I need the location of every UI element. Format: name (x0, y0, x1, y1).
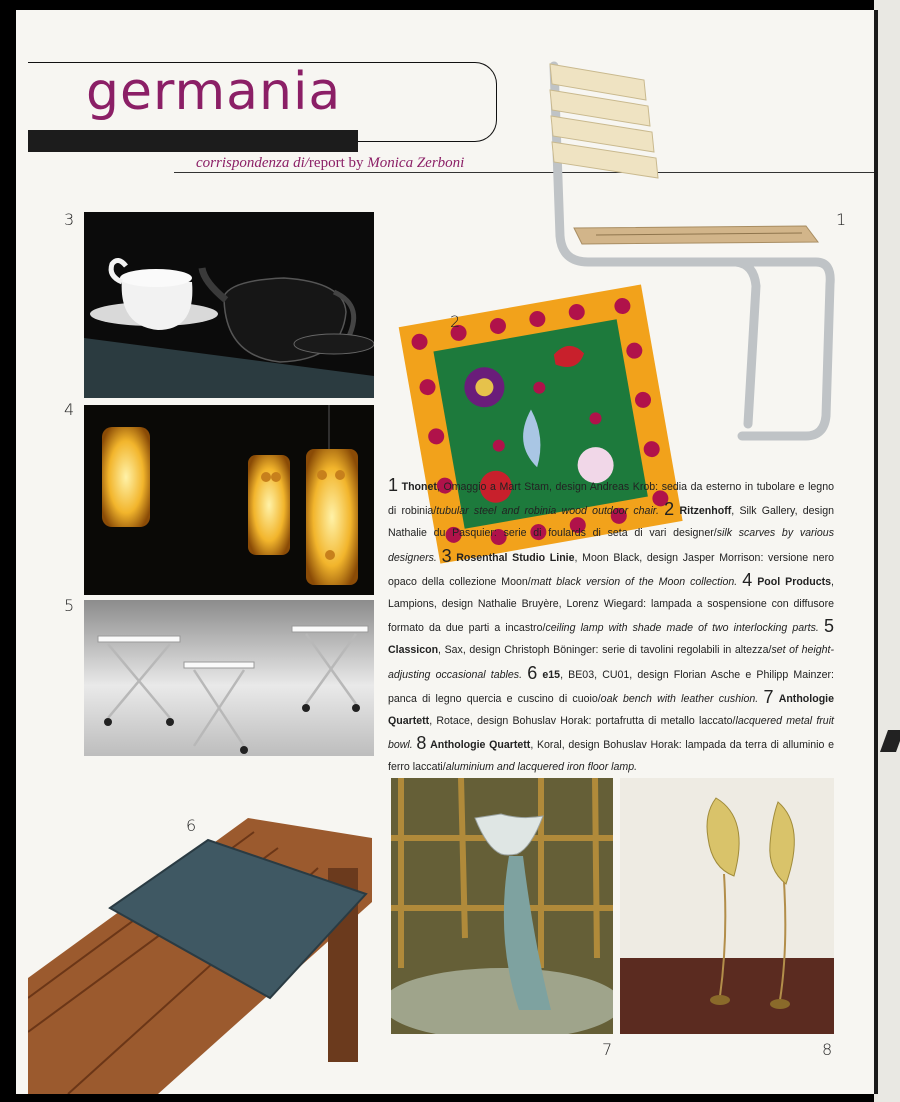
caption-text-7: , Rotace, design Bohuslav Horak: portafrutta di metallo laccato/ (429, 715, 736, 728)
captions-text-block (388, 474, 834, 779)
caption-en-3: matt black version of the Moon collection. (530, 575, 738, 588)
caption-text-1: , Omaggio a Mart Stam, design Andreas Krob: sedia da esterno in tubolare e legno di robinia/ (388, 481, 834, 518)
caption-en-8: aluminium and lacquered iron floor lamp. (445, 761, 638, 774)
lamp-middle (248, 455, 290, 555)
title-bar (28, 130, 358, 152)
figure-number-8: 8 (822, 1040, 833, 1059)
magazine-page (16, 10, 874, 1094)
figure-number-4: 4 (64, 400, 75, 419)
caption-brand-7: Anthologie Quartett (388, 692, 834, 728)
byline-author: Monica Zerboni (367, 155, 465, 171)
caption-text-4: , Lampions, design Nathalie Bruyère, Lorenz Wiegard: lampada a sospensione con diffusore formato da due parti a incastro/ (388, 575, 834, 635)
caption-text-8: , Koral, design Bohuslav Horak: lampada da terra di alluminio e ferro laccati/ (388, 739, 834, 774)
caption-en-5: set of height-adjusting occasional tables. (388, 644, 834, 681)
lamp-left (102, 427, 150, 527)
caption-en-7: lacquered metal fruit bowl. (388, 715, 834, 752)
figure-number-1: 1 (836, 210, 847, 229)
byline-italic: corrispondenza di/ (196, 155, 309, 171)
caption-en-1: tubular steel and robinia wood outdoor chair. (436, 505, 659, 518)
caption-brand-3: Rosenthal Studio Linie (456, 551, 575, 564)
page-title: germania (86, 62, 342, 122)
caption-num-4: 4 (742, 569, 753, 590)
chair-backrest (550, 64, 658, 178)
caption-text-2: , Silk Gallery, design Nathalie du Pasquier: serie di foulards di seta di vari designer/ (388, 505, 834, 540)
caption-num-7: 7 (763, 686, 774, 707)
caption-text-3: , Moon Black, design Jasper Morrison: versione nero opaco della collezione Moon/ (388, 551, 834, 588)
figure-number-6: 6 (186, 816, 197, 835)
caption-brand-1: Thonet (401, 481, 437, 493)
caption-num-5: 5 (823, 616, 834, 637)
caption-text-5: , Sax, design Christoph Böninger: serie di tavolini regolabili in altezza/ (438, 644, 772, 657)
table-top-middle (184, 662, 254, 668)
caption-num-8: 8 (416, 733, 427, 754)
caption-en-2: silk scarves by various designers. (388, 527, 834, 564)
caption-brand-8: Anthologie Quartett (430, 739, 531, 752)
figure-number-5: 5 (64, 596, 75, 615)
photo-lampions (84, 405, 374, 595)
table-top-right (292, 626, 368, 632)
byline-text: report by (308, 155, 364, 171)
caption-brand-6: e15 (542, 668, 561, 681)
table-top-left (98, 636, 180, 642)
caption-num-2: 2 (664, 499, 675, 520)
caption-text-6: , BE03, CU01, design Florian Asche e Philipp Mainzer: panca di legno quercia e cuscino di cuoio/ (388, 668, 834, 705)
byline (196, 155, 464, 172)
caption-num-3: 3 (441, 545, 452, 566)
caption-brand-5: Classicon (388, 644, 439, 657)
photo-sax-tables (84, 600, 374, 756)
caption-brand-4: Pool Products (757, 575, 832, 588)
figure-number-2: 2 (450, 312, 461, 331)
photo-oak-bench (28, 818, 372, 1094)
lamp-right (306, 449, 358, 585)
caption-brand-2: Ritzenhoff (679, 505, 732, 518)
figure-number-3: 3 (64, 210, 75, 229)
caption-num-1: 1 (388, 475, 399, 495)
caption-en-6: oak bench with leather cushion. (600, 692, 759, 705)
figure-number-7: 7 (602, 1040, 613, 1059)
caption-en-4: ceiling lamp with shade made of two interlocking parts. (545, 622, 819, 635)
caption-num-6: 6 (527, 662, 538, 683)
photo-moon-tea-set (84, 212, 374, 398)
photo-rotace-fruit-bowl (391, 778, 613, 1034)
photo-koral-floor-lamps (620, 778, 834, 1034)
